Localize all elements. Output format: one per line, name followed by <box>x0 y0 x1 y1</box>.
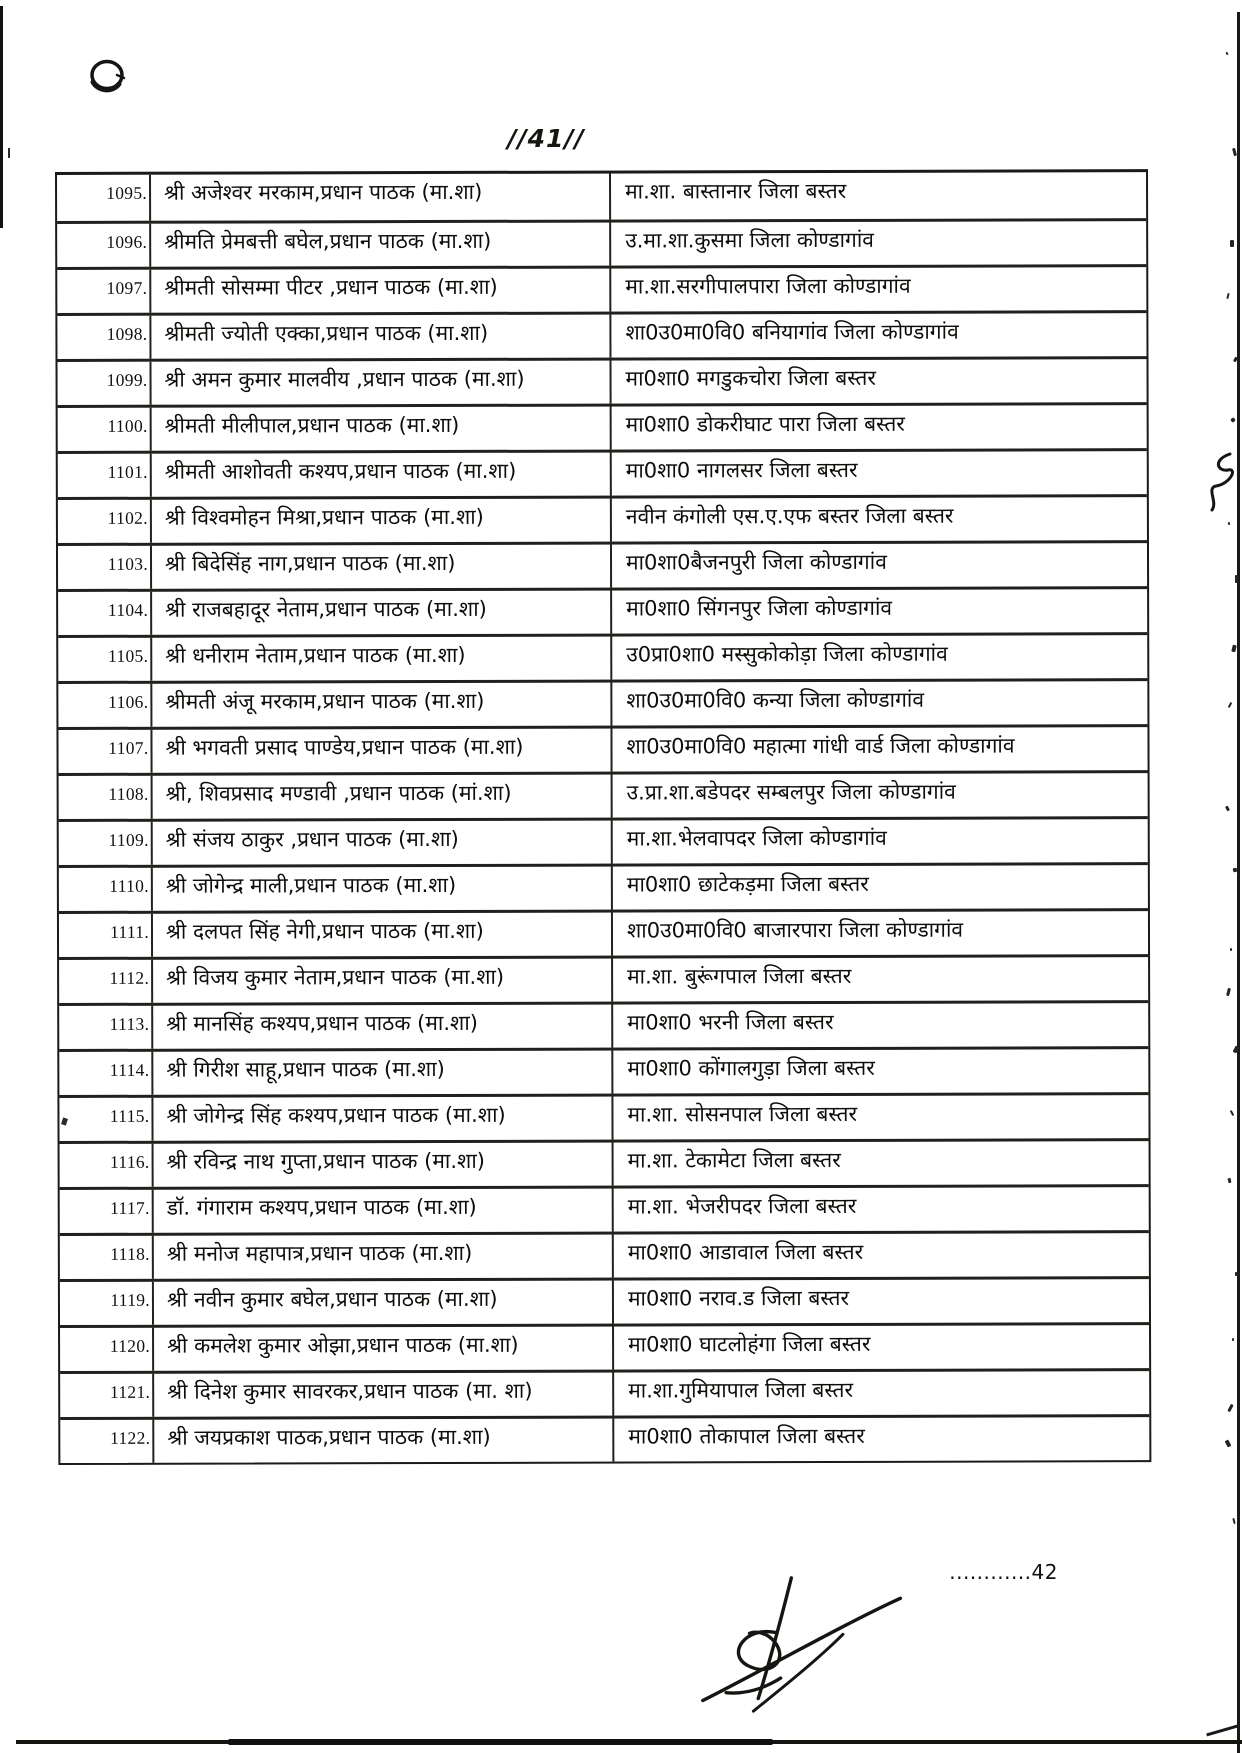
scan-speckle-mark <box>1226 293 1229 299</box>
scan-mark <box>1206 1725 1238 1737</box>
serial-number-cell: 1121. <box>60 1374 154 1417</box>
scan-mark <box>8 148 10 158</box>
school-location-cell: उ.मा.शा.कुसमा जिला कोण्डागांव <box>625 227 874 253</box>
table-row <box>60 1230 1149 1279</box>
page-number-header: //41// <box>507 124 585 153</box>
serial-number-cell: 1099. <box>57 362 151 405</box>
serial-number-cell: 1122. <box>60 1420 154 1463</box>
scan-speckle-mark <box>1226 988 1231 996</box>
school-location-cell: मा0शा0 नागलसर जिला बस्तर <box>625 457 858 483</box>
teacher-name-cell: श्री दलपत सिंह नेगी,प्रधान पाठक (मा.शा) <box>153 913 613 957</box>
teacher-name-cell: श्रीमती ज्योती एक्का,प्रधान पाठक (मा.शा) <box>151 315 611 359</box>
school-location-cell: मा0शा0 डोकरीघाट पारा जिला बस्तर <box>625 411 905 437</box>
teacher-name-cell: श्री विजय कुमार नेताम,प्रधान पाठक (मा.शा) <box>153 959 613 1003</box>
handwritten-signature <box>695 1572 913 1718</box>
teacher-name-cell: श्री जोगेन्द्र सिंह कश्यप,प्रधान पाठक (मा.शा) <box>153 1097 613 1141</box>
serial-number-cell: 1106. <box>58 684 152 727</box>
serial-number-cell: 1104. <box>58 592 152 635</box>
serial-number-cell: 1119. <box>60 1282 154 1325</box>
table-row <box>60 1322 1149 1371</box>
teacher-name-cell: श्री कमलेश कुमार ओझा,प्रधान पाठक (मा.शा) <box>154 1327 614 1371</box>
table-row <box>58 632 1147 681</box>
teacher-name-cell: श्री भगवती प्रसाद पाण्डेय,प्रधान पाठक (मा.शा) <box>152 729 612 773</box>
teacher-name-cell: श्री गिरीश साहू,प्रधान पाठक (मा.शा) <box>153 1051 613 1095</box>
teacher-name-cell: श्री धनीराम नेताम,प्रधान पाठक (मा.शा) <box>152 637 612 681</box>
teacher-name-cell: श्री दिनेश कुमार सावरकर,प्रधान पाठक (मा. शा) <box>154 1373 614 1417</box>
scan-edge-line-right <box>1237 12 1240 1753</box>
table-row <box>57 264 1146 313</box>
scan-speckle-mark <box>1227 1178 1231 1184</box>
table-row <box>57 172 1146 221</box>
serial-number-cell: 1100. <box>58 408 152 451</box>
serial-number-cell: 1097. <box>57 270 151 313</box>
teacher-name-cell: श्री अजेश्वर मरकाम,प्रधान पाठक (मा.शा) <box>151 174 611 221</box>
school-location-cell: उ0प्रा0शा0 मस्सुकोकोड़ा जिला कोण्डागांव <box>626 641 948 667</box>
table-row <box>57 218 1146 267</box>
serial-number-cell: 1102. <box>58 500 152 543</box>
teacher-name-cell: श्रीमती मीलीपाल,प्रधान पाठक (मा.शा) <box>152 407 612 451</box>
pen-circle-mark <box>86 58 128 98</box>
scan-speckle-mark <box>1232 1338 1235 1341</box>
school-location-cell: मा0शा0 तोकापाल जिला बस्तर <box>628 1423 865 1449</box>
serial-number-cell: 1095. <box>57 175 151 221</box>
teacher-name-cell: श्री बिदेसिंह नाग,प्रधान पाठक (मा.शा) <box>152 545 612 589</box>
table-row <box>59 908 1148 957</box>
scan-speckle-mark <box>1225 1439 1232 1447</box>
school-location-cell: मा0शा0 सिंगनपुर जिला कोण्डागांव <box>626 595 893 621</box>
scan-speckle-mark <box>1232 1518 1235 1524</box>
school-location-cell: शा0उ0मा0वि0 महात्मा गांधी वार्ड जिला कोण्डागांव <box>626 733 1015 759</box>
serial-number-cell: 1112. <box>59 960 153 1003</box>
teacher-name-cell: श्री मानसिंह कश्यप,प्रधान पाठक (मा.शा) <box>153 1005 613 1049</box>
school-location-cell: मा.शा. टेकामेटा जिला बस्तर <box>627 1147 841 1173</box>
scan-speckle-mark <box>1225 52 1228 56</box>
pen-scribble-mark <box>1204 450 1240 514</box>
scan-edge-line-bottom-heavy <box>228 1739 773 1745</box>
school-location-cell: मा.शा.भेलवापदर जिला कोण्डागांव <box>626 825 887 851</box>
table-row <box>60 1184 1149 1233</box>
serial-number-cell: 1110. <box>59 868 153 911</box>
table-row <box>59 1046 1148 1095</box>
school-location-cell: नवीन कंगोली एस.ए.एफ बस्तर जिला बस्तर <box>625 503 954 529</box>
scan-speckle-mark <box>1230 240 1234 247</box>
serial-number-cell: 1109. <box>59 822 153 865</box>
table-row <box>59 862 1148 911</box>
school-location-cell: मा.शा. बुरूंगपाल जिला बस्तर <box>627 963 852 989</box>
table-row <box>60 1138 1149 1187</box>
school-location-cell: शा0उ0मा0वि0 बाजारपारा जिला कोण्डागांव <box>626 917 964 943</box>
serial-number-cell: 1105. <box>58 638 152 681</box>
table-row <box>57 356 1146 405</box>
teacher-name-cell: श्री जयप्रकाश पाठक,प्रधान पाठक (मा.शा) <box>154 1419 614 1463</box>
table-row <box>59 954 1148 1003</box>
school-location-cell: मा.शा. भेजरीपदर जिला बस्तर <box>627 1193 857 1219</box>
serial-number-cell: 1114. <box>59 1052 153 1095</box>
school-location-cell: मा0शा0 मगडुकचोरा जिला बस्तर <box>625 365 877 391</box>
table-row <box>58 494 1147 543</box>
teacher-name-cell: डॉ. गंगाराम कश्यप,प्रधान पाठक (मा.शा) <box>154 1189 614 1233</box>
school-location-cell: मा.शा.गुमियापाल जिला बस्तर <box>628 1377 854 1403</box>
table-row <box>60 1276 1149 1325</box>
serial-number-cell: 1117. <box>60 1190 154 1233</box>
school-location-cell: मा.शा. बास्तानार जिला बस्तर <box>625 178 847 204</box>
scan-speckle-mark <box>1227 1404 1233 1412</box>
scan-speckle-mark <box>1235 1272 1239 1276</box>
school-location-cell: शा0उ0मा0वि0 बनियागांव जिला कोण्डागांव <box>625 319 959 345</box>
table-row <box>58 402 1147 451</box>
table-row <box>57 310 1146 359</box>
teacher-name-cell: श्री मनोज महापात्र,प्रधान पाठक (मा.शा) <box>154 1235 614 1279</box>
serial-number-cell: 1111. <box>59 914 153 957</box>
teacher-name-cell: श्रीमती अंजू मरकाम,प्रधान पाठक (मा.शा) <box>152 683 612 727</box>
serial-number-cell: 1116. <box>60 1144 154 1187</box>
school-location-cell: मा0शा0 छाटेकड़मा जिला बस्तर <box>626 871 869 897</box>
serial-number-cell: 1113. <box>59 1006 153 1049</box>
school-location-cell: मा0शा0 नराव.ड जिला बस्तर <box>627 1285 850 1311</box>
serial-number-cell: 1107. <box>58 730 152 773</box>
table-row <box>60 1414 1149 1463</box>
scan-speckle-mark <box>1231 645 1237 653</box>
teacher-posting-table <box>55 169 1151 1465</box>
scan-speckle-mark <box>1235 575 1238 583</box>
school-location-cell: मा0शा0बैजनपुरी जिला कोण्डागांव <box>625 549 887 575</box>
serial-number-cell: 1101. <box>58 454 152 497</box>
school-location-cell: मा0शा0 घाटलोहंगा जिला बस्तर <box>628 1331 871 1357</box>
serial-number-cell: 1118. <box>60 1236 154 1279</box>
serial-number-cell: 1096. <box>57 224 151 267</box>
scan-speckle-mark <box>1230 417 1235 422</box>
school-location-cell: मा0शा0 भरनी जिला बस्तर <box>627 1009 834 1035</box>
teacher-name-cell: श्री जोगेन्द्र माली,प्रधान पाठक (मा.शा) <box>153 867 613 911</box>
scan-speckle-mark <box>1230 948 1232 951</box>
table-row <box>59 1000 1148 1049</box>
teacher-name-cell: श्रीमती सोसम्मा पीटर ,प्रधान पाठक (मा.शा) <box>151 269 611 313</box>
serial-number-cell: 1115. <box>59 1098 153 1141</box>
school-location-cell: मा.शा. सोसनपाल जिला बस्तर <box>627 1101 858 1127</box>
serial-number-cell: 1108. <box>59 776 153 819</box>
table-row <box>60 1368 1149 1417</box>
school-location-cell: उ.प्रा.शा.बडेपदर सम्बलपुर जिला कोण्डागांव <box>626 779 956 805</box>
teacher-name-cell: श्री अमन कुमार मालवीय ,प्रधान पाठक (मा.शा) <box>151 361 611 405</box>
scan-speckle-mark <box>1228 702 1233 708</box>
table-row <box>58 678 1147 727</box>
table-row <box>59 770 1148 819</box>
teacher-name-cell: श्रीमति प्रेमबत्ती बघेल,प्रधान पाठक (मा.शा) <box>151 223 611 267</box>
scan-edge-line-left <box>0 6 3 228</box>
school-location-cell: मा.शा.सरगीपालपारा जिला कोण्डागांव <box>625 273 911 299</box>
teacher-name-cell: श्री नवीन कुमार बघेल,प्रधान पाठक (मा.शा) <box>154 1281 614 1325</box>
teacher-name-cell: श्री संजय ठाकुर ,प्रधान पाठक (मा.शा) <box>153 821 613 865</box>
table-row <box>58 540 1147 589</box>
table-row <box>59 1092 1148 1141</box>
table-row <box>58 586 1147 635</box>
continuation-page-marker: ............42 <box>949 1560 1058 1584</box>
school-location-cell: मा0शा0 कोंगालगुड़ा जिला बस्तर <box>627 1055 875 1081</box>
serial-number-cell: 1098. <box>57 316 151 359</box>
school-location-cell: मा0शा0 आडावाल जिला बस्तर <box>627 1239 864 1265</box>
table-row <box>58 724 1147 773</box>
table-row <box>58 448 1147 497</box>
table-row <box>59 816 1148 865</box>
serial-number-cell: 1103. <box>58 546 152 589</box>
serial-number-cell: 1120. <box>60 1328 154 1371</box>
teacher-name-cell: श्रीमती आशोवती कश्यप,प्रधान पाठक (मा.शा) <box>152 453 612 497</box>
teacher-name-cell: श्री रविन्द्र नाथ गुप्ता,प्रधान पाठक (मा.शा) <box>154 1143 614 1187</box>
teacher-name-cell: श्री, शिवप्रसाद मण्डावी ,प्रधान पाठक (मां.शा) <box>153 775 613 819</box>
teacher-name-cell: श्री विश्वमोहन मिश्रा,प्रधान पाठक (मा.शा) <box>152 499 612 543</box>
school-location-cell: शा0उ0मा0वि0 कन्या जिला कोण्डागांव <box>626 687 925 713</box>
scan-speckle-mark <box>1225 806 1230 812</box>
teacher-name-cell: श्री राजबहादूर नेताम,प्रधान पाठक (मा.शा) <box>152 591 612 635</box>
scan-speckle-mark <box>1230 1110 1235 1116</box>
scan-speckle-mark <box>1228 522 1231 525</box>
